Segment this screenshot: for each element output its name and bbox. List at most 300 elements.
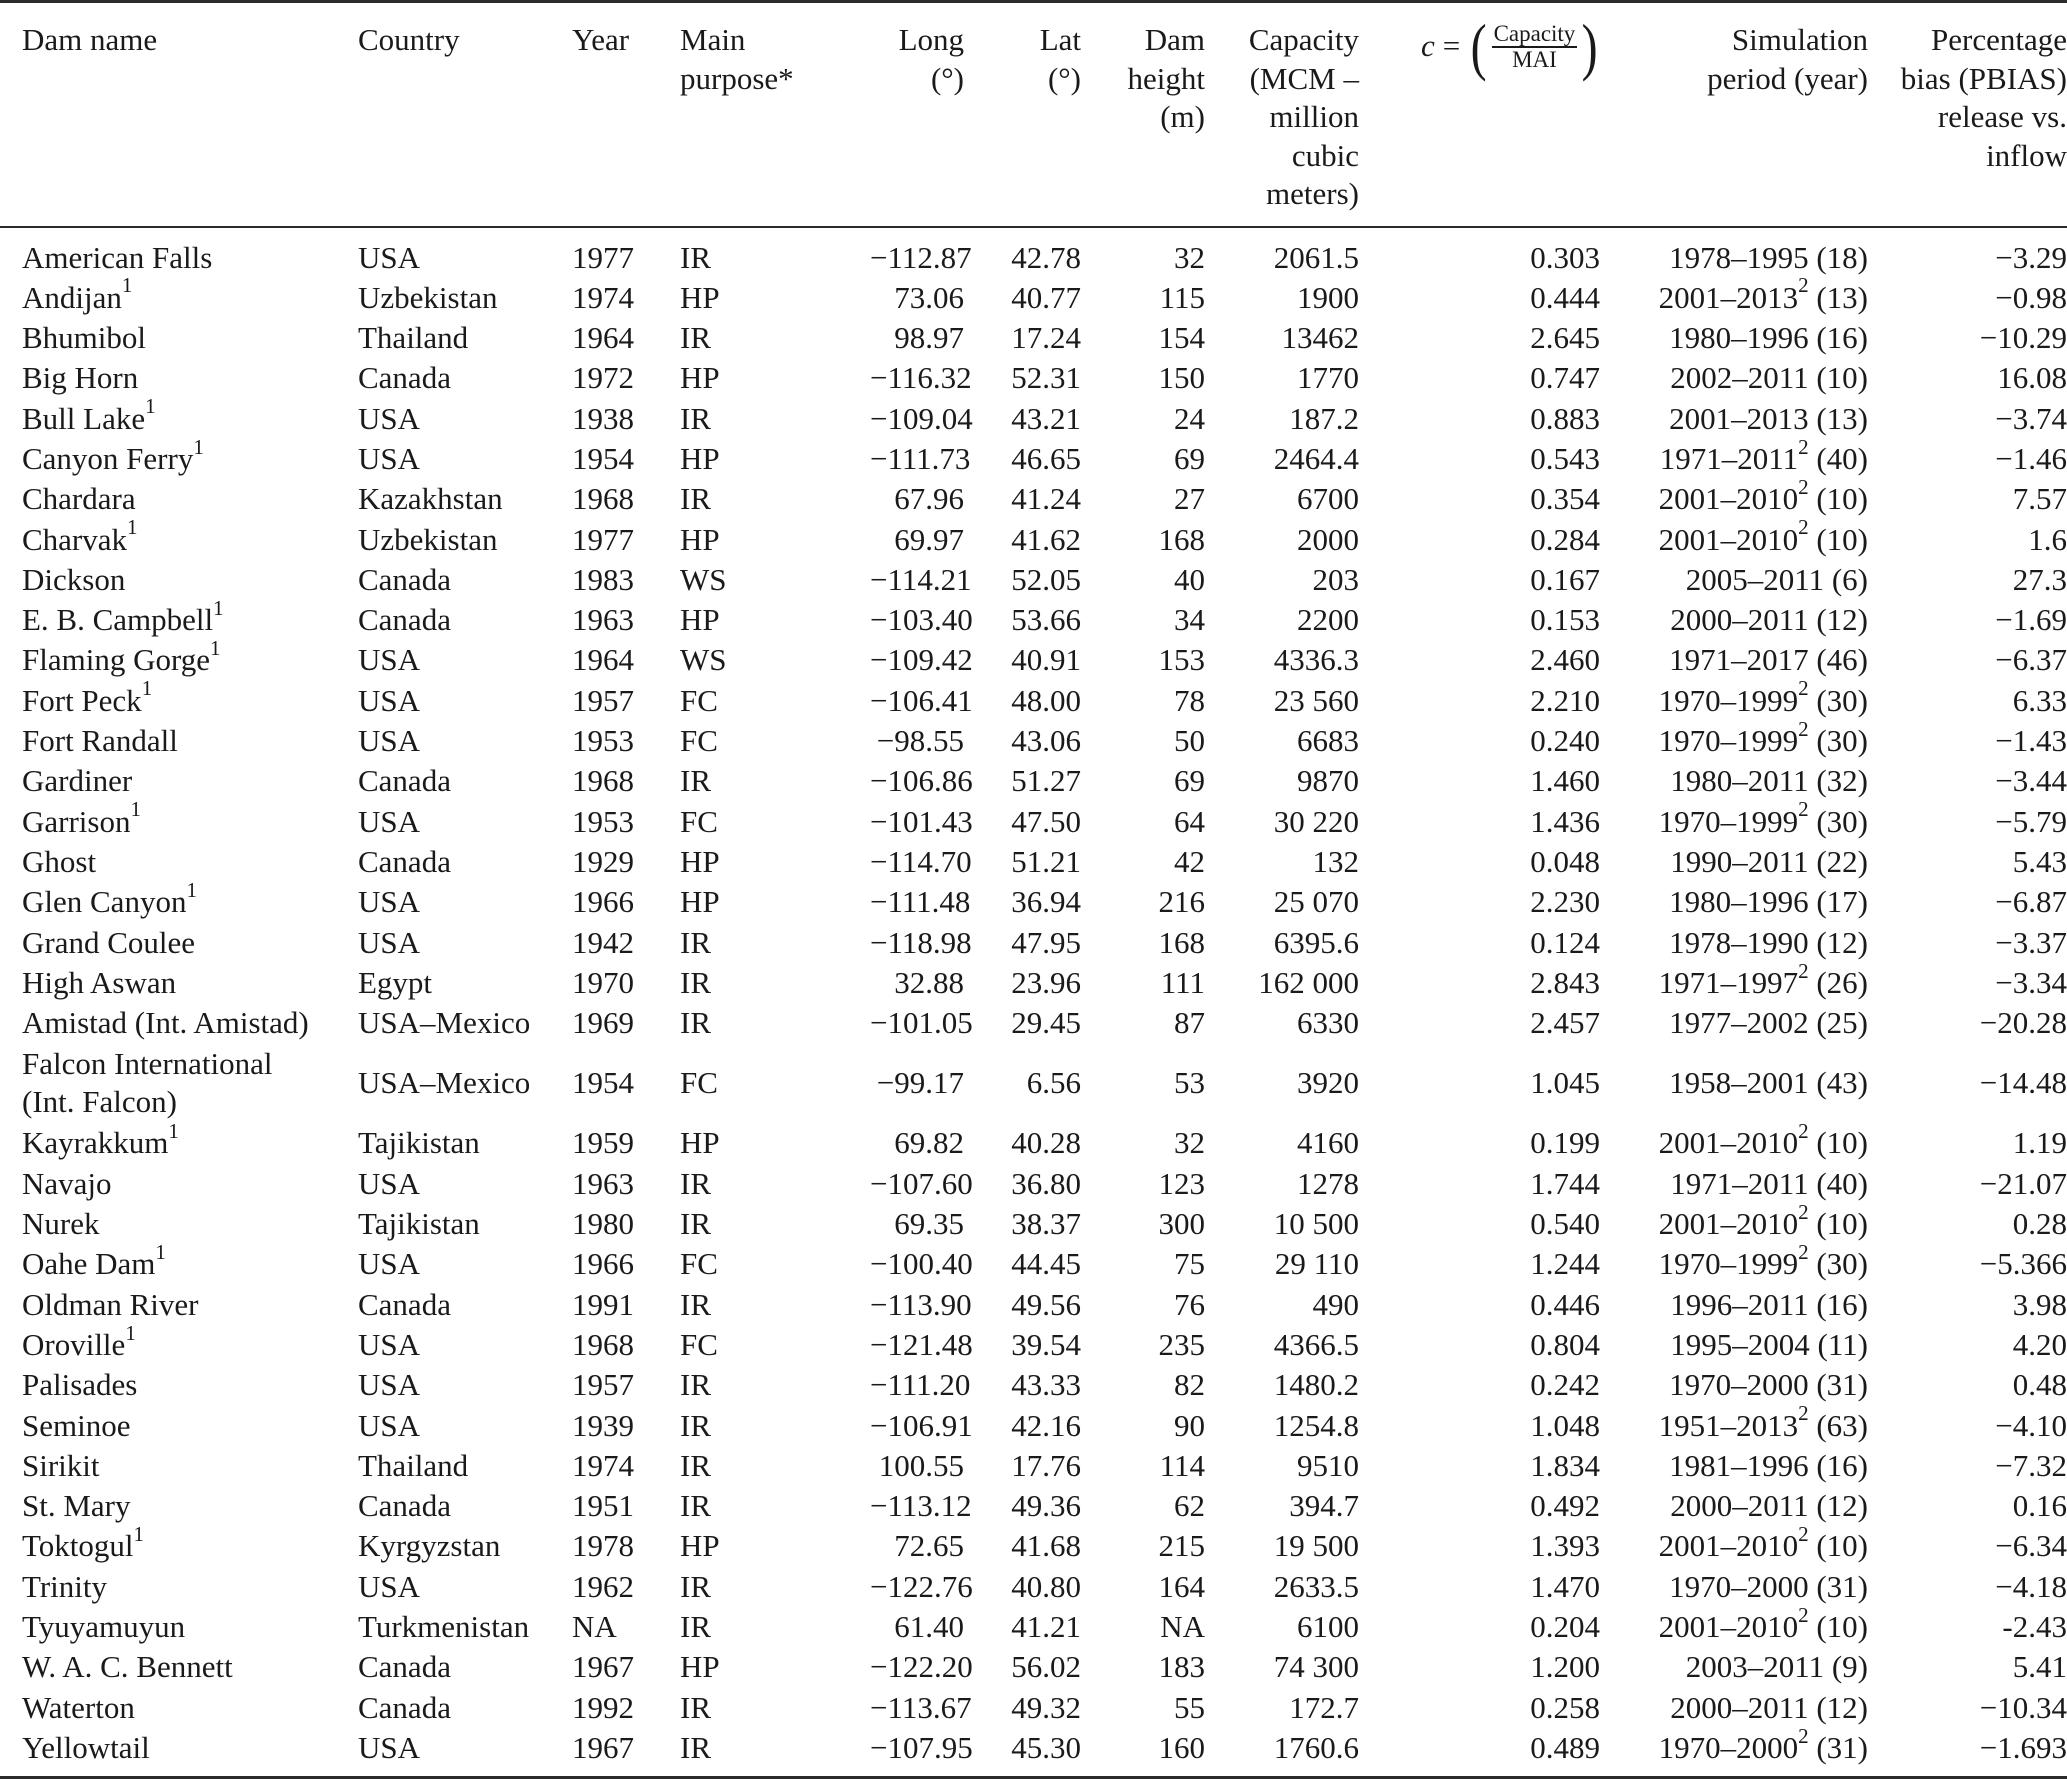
cell-year: NA bbox=[572, 1609, 617, 1644]
period-years: (11) bbox=[1817, 1326, 1868, 1362]
cell-name bbox=[0, 1406, 358, 1446]
cell-period bbox=[1600, 676, 1868, 721]
period-range: 1970–2000 bbox=[1669, 1568, 1809, 1604]
cell-purpose: IR bbox=[680, 1447, 711, 1483]
cell-capacity: 203 bbox=[1312, 561, 1359, 597]
cell-c: 0.204 bbox=[1530, 1609, 1600, 1644]
cell-name bbox=[0, 761, 358, 801]
cell-name bbox=[0, 1119, 358, 1163]
column-header-lat bbox=[964, 2, 1081, 227]
cell-c: 2.230 bbox=[1530, 884, 1600, 920]
cell-year: 1992 bbox=[572, 1689, 634, 1725]
cell-name bbox=[0, 797, 358, 842]
table-row bbox=[0, 439, 2067, 479]
cell-c: 2.460 bbox=[1530, 642, 1600, 678]
cell-period bbox=[1600, 842, 1868, 882]
table-row bbox=[0, 520, 2067, 560]
cell-period bbox=[1600, 1688, 1868, 1728]
cell-long: −109.04 bbox=[870, 400, 973, 436]
period-range: 1958–2001 bbox=[1669, 1065, 1809, 1101]
column-header-line: million bbox=[1269, 99, 1359, 134]
cell-capacity: 13462 bbox=[1281, 320, 1359, 356]
dam-name: Fort Peck bbox=[22, 682, 142, 718]
period-range: 2001–2010 bbox=[1658, 481, 1799, 517]
period-range: 1970–1999 bbox=[1658, 803, 1799, 839]
period-years: (25) bbox=[1816, 1005, 1868, 1041]
footnote-marker: 1 bbox=[130, 797, 141, 822]
cell-year: 1953 bbox=[572, 803, 634, 839]
cell-country: USA bbox=[358, 1407, 421, 1443]
cell-purpose: IR bbox=[680, 1407, 711, 1443]
cell-lat: 36.80 bbox=[1011, 1165, 1081, 1201]
period-range: 1970–2000 bbox=[1658, 1729, 1799, 1765]
cell-year: 1980 bbox=[572, 1206, 634, 1242]
period-range: 2001–2010 bbox=[1658, 1609, 1799, 1644]
period-range: 1995–2004 bbox=[1670, 1326, 1810, 1362]
table-row bbox=[0, 1164, 2067, 1204]
column-header-line: Main bbox=[680, 22, 746, 57]
cell-country: USA bbox=[358, 803, 421, 839]
cell-lat: 43.06 bbox=[1011, 723, 1081, 759]
footnote-marker: 2 bbox=[1798, 1723, 1809, 1748]
cell-pbias: −3.44 bbox=[1995, 763, 2067, 799]
cell-height: 114 bbox=[1159, 1447, 1205, 1483]
cell-long: −121.48 bbox=[870, 1326, 973, 1362]
cell-c: 0.242 bbox=[1530, 1367, 1600, 1403]
cell-pbias: −0.98 bbox=[1995, 279, 2067, 315]
cell-name bbox=[0, 1164, 358, 1204]
cell-pbias: 0.16 bbox=[2012, 1488, 2067, 1524]
dam-name: Tyuyamuyun bbox=[22, 1609, 186, 1644]
cell-period bbox=[1600, 515, 1868, 560]
period-range: 2002–2011 bbox=[1670, 360, 1809, 396]
cell-height: 160 bbox=[1081, 1728, 1205, 1778]
period-range: 1971–1997 bbox=[1658, 964, 1799, 1000]
cell-period bbox=[1600, 1365, 1868, 1405]
cell-purpose: IR bbox=[680, 1165, 711, 1201]
cell-name bbox=[0, 434, 358, 479]
cell-period bbox=[1600, 273, 1868, 318]
cell-capacity: 3920 bbox=[1297, 1065, 1359, 1101]
table-row bbox=[0, 318, 2067, 358]
footnote-marker: 2 bbox=[1798, 676, 1809, 701]
period-years: (10) bbox=[1816, 1206, 1868, 1242]
period-range: 1970–1999 bbox=[1658, 682, 1799, 718]
column-header-line: (°) bbox=[1047, 60, 1081, 96]
cell-period bbox=[1600, 882, 1868, 922]
cell-purpose: IR bbox=[680, 1609, 711, 1644]
dam-name: Garrison bbox=[22, 803, 131, 839]
period-range: 2000–2011 bbox=[1670, 1488, 1809, 1524]
column-header-line: Capacity bbox=[1248, 22, 1359, 57]
cell-height: 42 bbox=[1174, 843, 1205, 879]
cell-height: 75 bbox=[1174, 1246, 1205, 1282]
cell-c: 0.492 bbox=[1530, 1488, 1600, 1524]
cell-purpose: HP bbox=[680, 440, 720, 476]
cell-c: 0.444 bbox=[1530, 279, 1600, 315]
period-years: (12) bbox=[1816, 1689, 1868, 1725]
dam-name-line: (Int. Falcon) bbox=[22, 1084, 177, 1120]
cell-c: 0.167 bbox=[1530, 561, 1600, 597]
cell-country: Thailand bbox=[358, 1447, 469, 1483]
cell-lat: 6.56 bbox=[1026, 1065, 1081, 1101]
cell-period bbox=[1600, 716, 1868, 761]
cell-height: 150 bbox=[1158, 360, 1205, 396]
dam-name-line: Falcon International bbox=[22, 1046, 273, 1082]
cell-c: 1.045 bbox=[1530, 1065, 1600, 1101]
cell-c: 1.200 bbox=[1530, 1649, 1600, 1685]
cell-height: 24 bbox=[1174, 400, 1205, 436]
column-header-line: Country bbox=[358, 22, 460, 57]
cell-lat: 40.91 bbox=[1011, 642, 1081, 678]
footnote-marker: 2 bbox=[1798, 434, 1809, 459]
table-row bbox=[0, 1688, 2067, 1728]
cell-name bbox=[0, 227, 358, 278]
cell-long: 98.97 bbox=[894, 320, 964, 356]
cell-purpose: IR bbox=[680, 1286, 711, 1322]
period-range: 1970–2000 bbox=[1669, 1367, 1809, 1403]
cell-c: 0.540 bbox=[1530, 1206, 1600, 1242]
column-header-line: Simulation bbox=[1731, 22, 1868, 57]
table-row bbox=[0, 358, 2067, 398]
cell-pbias: −4.18 bbox=[1995, 1568, 2067, 1604]
fraction-denominator: MAI bbox=[1512, 46, 1557, 72]
cell-name bbox=[0, 318, 358, 358]
cell-name bbox=[0, 1204, 358, 1244]
cell-c: 0.258 bbox=[1530, 1689, 1600, 1725]
cell-long: −111.48 bbox=[870, 884, 971, 920]
cell-year: 1978 bbox=[572, 1528, 634, 1564]
right-paren: ) bbox=[1581, 11, 1598, 82]
cell-c: 0.199 bbox=[1530, 1125, 1600, 1161]
footnote-marker: 1 bbox=[141, 676, 153, 701]
period-range: 2001–2013 bbox=[1658, 279, 1799, 315]
cell-name bbox=[0, 1240, 358, 1284]
dam-name: Fort Randall bbox=[22, 723, 178, 759]
period-range: 1970–1999 bbox=[1658, 1246, 1799, 1282]
cell-name bbox=[0, 394, 358, 439]
cell-period bbox=[1600, 358, 1868, 398]
table-row bbox=[0, 1607, 2067, 1647]
cell-purpose: IR bbox=[680, 1568, 711, 1604]
cell-capacity: 6100 bbox=[1297, 1609, 1359, 1644]
cell-lat: 41.62 bbox=[1011, 521, 1081, 557]
cell-period bbox=[1600, 1325, 1868, 1365]
cell-country: Kyrgyzstan bbox=[358, 1528, 501, 1564]
storage-ratio-formula bbox=[1421, 11, 1601, 82]
cell-purpose: HP bbox=[680, 521, 720, 557]
table-row bbox=[0, 1043, 2067, 1123]
column-header-country bbox=[358, 2, 572, 227]
cell-capacity: 10 500 bbox=[1273, 1206, 1359, 1242]
period-range: 2005–2011 bbox=[1685, 561, 1825, 597]
cell-country: USA bbox=[358, 440, 421, 476]
cell-height: 27 bbox=[1174, 481, 1205, 517]
cell-long: −114.70 bbox=[870, 843, 972, 879]
cell-purpose: HP bbox=[680, 360, 720, 396]
cell-height: 300 bbox=[1158, 1206, 1205, 1242]
period-years: (30) bbox=[1816, 682, 1868, 718]
column-header-line: meters) bbox=[1266, 176, 1359, 211]
cell-pbias: 16.08 bbox=[1997, 360, 2067, 396]
period-range: 1978–1995 bbox=[1669, 239, 1809, 275]
cell-year: 1954 bbox=[572, 440, 634, 476]
cell-height: 111 bbox=[1160, 964, 1205, 1000]
dam-name: St. Mary bbox=[22, 1488, 131, 1524]
dam-name: Palisades bbox=[22, 1367, 138, 1403]
period-years: (12) bbox=[1816, 924, 1868, 960]
cell-long: −112.87 bbox=[870, 239, 972, 275]
cell-height: 50 bbox=[1174, 723, 1205, 759]
cell-capacity: 2000 bbox=[1297, 521, 1359, 557]
cell-long: 100.55 bbox=[878, 1447, 964, 1483]
cell-c: 1.834 bbox=[1530, 1447, 1600, 1483]
cell-pbias: 5.43 bbox=[2012, 843, 2067, 879]
table-row bbox=[0, 842, 2067, 882]
period-range: 2001–2013 bbox=[1669, 400, 1809, 436]
cell-year: 1968 bbox=[572, 1326, 634, 1362]
period-years: (46) bbox=[1816, 642, 1868, 678]
cell-name bbox=[0, 1688, 358, 1728]
cell-purpose: IR bbox=[680, 1367, 711, 1403]
cell-capacity: 187.2 bbox=[1289, 400, 1359, 436]
table-row bbox=[0, 399, 2067, 439]
cell-year: 1959 bbox=[572, 1125, 634, 1161]
dam-name: Glen Canyon bbox=[22, 884, 187, 920]
cell-year: 1964 bbox=[572, 320, 634, 356]
cell-year: 1968 bbox=[572, 763, 634, 799]
cell-country: USA bbox=[358, 1367, 421, 1403]
cell-c: 0.048 bbox=[1530, 843, 1600, 879]
column-header-line: Dam name bbox=[22, 22, 158, 57]
period-years: (16) bbox=[1816, 1447, 1868, 1483]
table-row bbox=[0, 1728, 2067, 1778]
dam-name: Seminoe bbox=[22, 1407, 131, 1443]
period-years: (17) bbox=[1816, 884, 1868, 920]
cell-pbias: −7.32 bbox=[1995, 1447, 2067, 1483]
cell-long: −100.40 bbox=[870, 1246, 973, 1282]
footnote-marker: 2 bbox=[1798, 958, 1809, 983]
cell-year: 1974 bbox=[572, 1447, 634, 1483]
cell-lat: 44.45 bbox=[1011, 1246, 1081, 1282]
cell-country: Egypt bbox=[358, 964, 433, 1000]
cell-height: 164 bbox=[1158, 1568, 1205, 1604]
cell-purpose: WS bbox=[680, 642, 727, 678]
cell-name bbox=[0, 1728, 358, 1778]
cell-name bbox=[0, 1446, 358, 1486]
cell-c: 0.284 bbox=[1530, 521, 1600, 557]
cell-capacity: 490 bbox=[1312, 1286, 1359, 1322]
cell-lat: 48.00 bbox=[1011, 682, 1081, 718]
period-years: (16) bbox=[1816, 1286, 1868, 1322]
column-header-line: height bbox=[1127, 60, 1205, 96]
cell-c: 0.543 bbox=[1530, 440, 1600, 476]
period-years: (63) bbox=[1816, 1407, 1868, 1443]
cell-c: 0.303 bbox=[1530, 239, 1600, 275]
cell-capacity: 23 560 bbox=[1273, 682, 1359, 718]
cell-pbias: −20.28 bbox=[1979, 1005, 2067, 1041]
period-years: (10) bbox=[1816, 1528, 1868, 1564]
cell-capacity: 4336.3 bbox=[1273, 642, 1359, 678]
cell-purpose: IR bbox=[680, 763, 711, 799]
cell-year: 1957 bbox=[572, 682, 634, 718]
cell-pbias: −6.87 bbox=[1995, 884, 2067, 920]
period-years: (18) bbox=[1816, 239, 1868, 275]
cell-name bbox=[0, 1522, 358, 1566]
cell-capacity: 6683 bbox=[1297, 723, 1359, 759]
cell-period bbox=[1600, 1446, 1868, 1486]
cell-year: 1942 bbox=[572, 924, 634, 960]
cell-name bbox=[0, 636, 358, 680]
period-range: 1970–1999 bbox=[1658, 723, 1799, 759]
cell-purpose: IR bbox=[680, 1488, 711, 1524]
cell-name bbox=[0, 676, 358, 721]
table-row bbox=[0, 1244, 2067, 1284]
cell-purpose: FC bbox=[680, 723, 718, 759]
cell-period bbox=[1600, 923, 1868, 963]
table-row bbox=[0, 278, 2067, 318]
dam-name: Waterton bbox=[22, 1689, 135, 1725]
period-years: (31) bbox=[1816, 1568, 1868, 1604]
cell-lat: 43.21 bbox=[1011, 400, 1081, 436]
cell-pbias: 0.28 bbox=[2012, 1206, 2067, 1242]
dam-name: Big Horn bbox=[22, 360, 139, 396]
table-row bbox=[0, 479, 2067, 519]
cell-pbias: −4.10 bbox=[1995, 1407, 2067, 1443]
cell-pbias: 4.20 bbox=[2012, 1326, 2067, 1362]
cell-lat: 41.68 bbox=[1011, 1528, 1081, 1564]
cell-height: 78 bbox=[1174, 682, 1205, 718]
footnote-marker: 1 bbox=[193, 434, 204, 459]
period-range: 1981–1996 bbox=[1669, 1447, 1809, 1483]
dam-name: Oahe Dam bbox=[22, 1246, 156, 1282]
cell-capacity: 172.7 bbox=[1289, 1689, 1359, 1725]
cell-country: USA bbox=[358, 1165, 421, 1201]
cell-year: 1967 bbox=[572, 1649, 634, 1685]
cell-lat: 38.37 bbox=[1011, 1206, 1081, 1242]
cell-name bbox=[0, 273, 358, 318]
footnote-marker: 1 bbox=[133, 1522, 144, 1547]
footnote-marker: 1 bbox=[186, 877, 197, 902]
period-years: (30) bbox=[1816, 723, 1868, 759]
cell-height: 215 bbox=[1158, 1528, 1205, 1564]
cell-name bbox=[0, 1320, 358, 1365]
table-body bbox=[0, 227, 2067, 1778]
column-header-year bbox=[572, 2, 680, 227]
table-row bbox=[0, 721, 2067, 761]
cell-period bbox=[1600, 761, 1868, 801]
footnote-marker: 1 bbox=[168, 1119, 179, 1144]
cell-lat: 43.33 bbox=[1011, 1367, 1081, 1403]
table-row bbox=[0, 681, 2067, 721]
cell-pbias: −6.37 bbox=[1995, 642, 2067, 678]
period-range: 1980–1996 bbox=[1669, 320, 1809, 356]
cell-year: 1977 bbox=[572, 239, 634, 275]
cell-name bbox=[0, 1003, 358, 1043]
cell-name bbox=[0, 1647, 358, 1687]
cell-name bbox=[0, 963, 358, 1003]
dam-name: American Falls bbox=[22, 239, 213, 275]
cell-lat: 56.02 bbox=[1011, 1649, 1081, 1685]
cell-country: Canada bbox=[358, 1488, 451, 1524]
cell-period bbox=[1600, 1240, 1868, 1284]
cell-lat: 42.78 bbox=[1011, 239, 1081, 275]
cell-height: 153 bbox=[1158, 642, 1205, 678]
cell-height: 32 bbox=[1174, 239, 1205, 275]
formula-variable: c bbox=[1421, 28, 1435, 64]
cell-country: Canada bbox=[358, 602, 451, 638]
cell-country: Canada bbox=[358, 843, 451, 879]
dam-name: Trinity bbox=[22, 1568, 108, 1604]
cell-height: 62 bbox=[1174, 1488, 1205, 1524]
cell-long: −106.86 bbox=[870, 763, 973, 799]
cell-pbias: 1.19 bbox=[2012, 1125, 2067, 1161]
cell-name bbox=[0, 1567, 358, 1607]
table-row bbox=[0, 1446, 2067, 1486]
period-range: 1990–2011 bbox=[1670, 843, 1809, 879]
period-range: 2003–2011 bbox=[1685, 1649, 1825, 1685]
cell-country: Canada bbox=[358, 1286, 451, 1322]
dam-name: Grand Coulee bbox=[22, 924, 196, 960]
cell-period bbox=[1600, 434, 1868, 479]
cell-year: 1963 bbox=[572, 1165, 634, 1201]
cell-lat: 29.45 bbox=[1011, 1005, 1081, 1041]
period-range: 2001–2010 bbox=[1658, 1206, 1799, 1242]
cell-country: USA bbox=[358, 1326, 421, 1362]
table-row bbox=[0, 1365, 2067, 1405]
cell-year: 1969 bbox=[572, 1005, 634, 1041]
cell-height: 183 bbox=[1158, 1649, 1205, 1685]
cell-period bbox=[1600, 958, 1868, 1003]
cell-long: −111.20 bbox=[870, 1367, 971, 1403]
period-years: (13) bbox=[1816, 279, 1868, 315]
cell-year: 1939 bbox=[572, 1407, 634, 1443]
cell-year: 1951 bbox=[572, 1488, 634, 1524]
cell-country: Kazakhstan bbox=[358, 481, 503, 517]
fraction bbox=[1492, 22, 1578, 72]
cell-lat: 53.66 bbox=[1011, 602, 1081, 638]
cell-purpose: IR bbox=[680, 320, 711, 356]
cell-capacity: 132 bbox=[1312, 843, 1359, 879]
column-header-line: (m) bbox=[1160, 99, 1205, 134]
cell-country: Tajikistan bbox=[358, 1206, 480, 1242]
cell-country: USA–Mexico bbox=[358, 1005, 531, 1041]
cell-country: Canada bbox=[358, 561, 451, 597]
cell-year: 1938 bbox=[572, 400, 634, 436]
cell-name bbox=[0, 595, 358, 640]
left-paren: ( bbox=[1470, 11, 1487, 82]
cell-height: 69 bbox=[1174, 440, 1205, 476]
cell-lat: 51.27 bbox=[1011, 763, 1081, 799]
cell-height: NA bbox=[1160, 1609, 1205, 1644]
cell-purpose: FC bbox=[680, 1246, 718, 1282]
cell-lat: 36.94 bbox=[1011, 884, 1081, 920]
footnote-marker: 1 bbox=[125, 1320, 136, 1345]
period-years: (10) bbox=[1816, 1125, 1868, 1161]
period-years: (6) bbox=[1831, 561, 1868, 597]
cell-period bbox=[1600, 227, 1868, 278]
cell-height: 235 bbox=[1158, 1326, 1205, 1362]
period-range: 1951–2013 bbox=[1658, 1407, 1799, 1443]
period-years: (12) bbox=[1816, 1488, 1868, 1524]
cell-year: 1964 bbox=[572, 642, 634, 678]
period-range: 2000–2011 bbox=[1670, 1689, 1809, 1725]
cell-long: −106.41 bbox=[870, 682, 973, 718]
cell-pbias: −10.34 bbox=[1979, 1689, 2067, 1725]
table-row bbox=[0, 600, 2067, 640]
cell-period bbox=[1600, 1567, 1868, 1607]
cell-period bbox=[1600, 640, 1868, 680]
